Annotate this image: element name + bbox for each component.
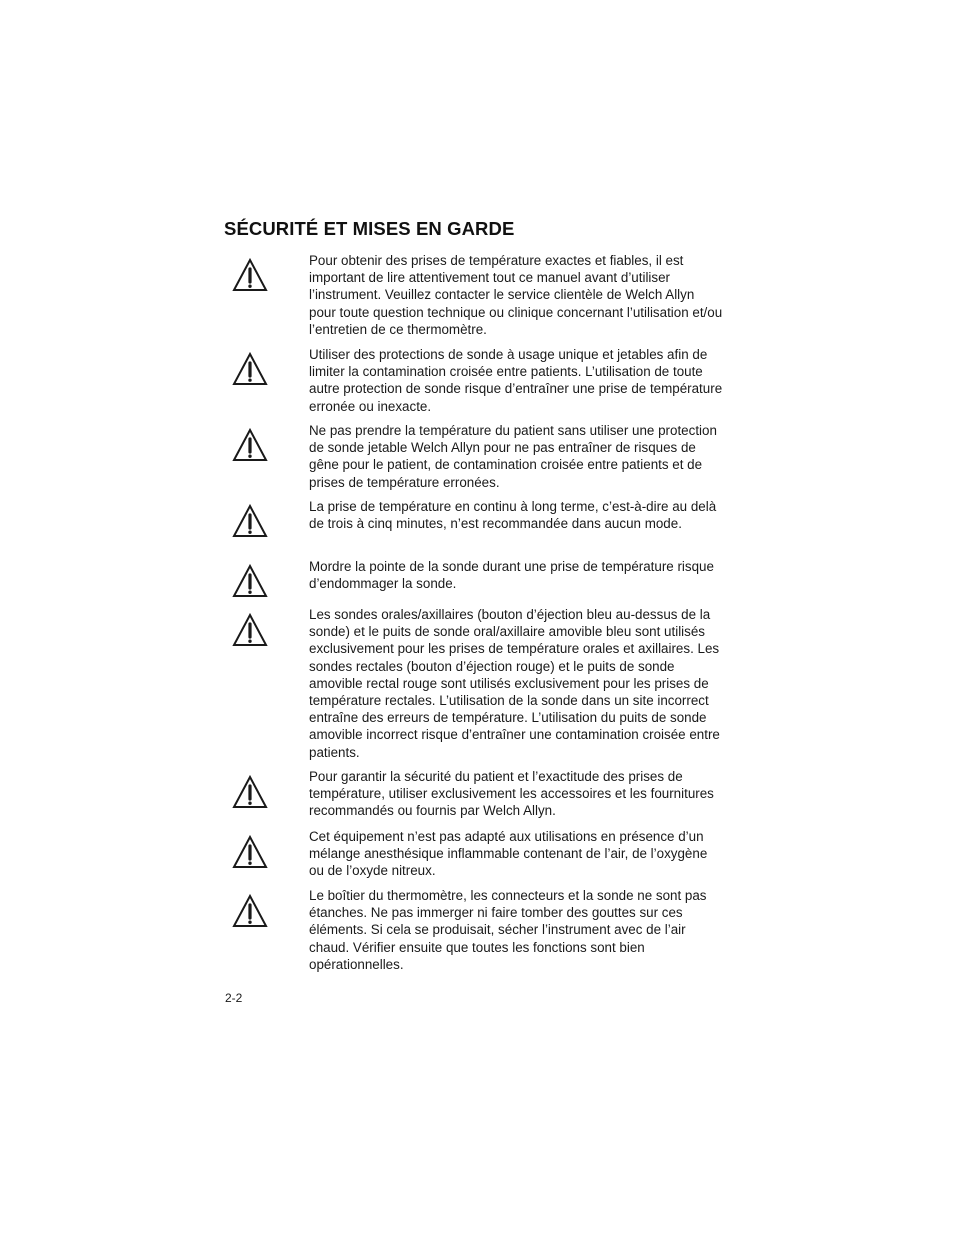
warning-text: Mordre la pointe de la sonde durant une prise de température risque d’endommager la sonde. bbox=[309, 559, 714, 592]
warning-triangle-icon bbox=[232, 835, 268, 869]
warning-triangle-icon bbox=[232, 428, 268, 462]
warning-text: Utiliser des protections de sonde à usage unique et jetables afin de limiter la contamination croisée entre patients. L’utilisation de toute autre protection de sonde risque d’entraîner une prise de température erronée ou inexacte. bbox=[309, 347, 723, 414]
warning-triangle-icon bbox=[232, 258, 268, 292]
page-number: 2-2 bbox=[225, 991, 243, 1005]
warning-triangle-icon bbox=[232, 352, 268, 386]
warning-text: Le boîtier du thermomètre, les connecteurs et la sonde ne sont pas étanches. Ne pas immerger ni faire tomber des gouttes sur ces éléments. Si cela se produisait, sécher l’instrument avec de l’air chaud. Vérifier ensuite que toutes les fonctions sont bien opérationnelles. bbox=[309, 888, 707, 972]
warning-text: Ne pas prendre la température du patient sans utiliser une protection de sonde jetable Welch Allyn pour ne pas entraîner de risques de gêne pour le patient, de contamination croisée entre patients et de prises de température erronées. bbox=[309, 423, 717, 490]
warning-text: Cet équipement n’est pas adapté aux utilisations en présence d’un mélange anesthésique inflammable contenant de l’air, de l’oxygène ou de l’oxyde nitreux. bbox=[309, 829, 708, 879]
warning-text: La prise de température en continu à long terme, c’est-à-dire au delà de trois à cinq minutes, n’est recommandée dans aucun mode. bbox=[309, 499, 717, 532]
warning-text: Les sondes orales/axillaires (bouton d’éjection bleu au-dessus de la sonde) et le puits de sonde oral/axillaire amovible bleu sont utilisés exclusivement pour les prises de température orales et axillaires. Les sondes rectales (bouton d’éjection rouge) et le puits de sonde amovible rectal rouge sont utilisés exclusivement pour les prises de température rectales. L’utilisation de la sonde dans un site incorrect entraîne des erreurs de température. L’utilisation du puits de sonde amovible incorrect risque d’entraîner une contamination croisée entre patients. bbox=[309, 607, 720, 760]
warning-triangle-icon bbox=[232, 564, 268, 598]
warning-text: Pour garantir la sécurité du patient et l’exactitude des prises de température, utiliser exclusivement les accessoires et les fournitures recommandés ou fournis par Welch Allyn. bbox=[309, 769, 714, 819]
warning-triangle-icon bbox=[232, 504, 268, 538]
warning-triangle-icon bbox=[232, 775, 268, 809]
warning-triangle-icon bbox=[232, 613, 268, 647]
page-title: SÉCURITÉ ET MISES EN GARDE bbox=[224, 218, 515, 239]
warning-triangle-icon bbox=[232, 894, 268, 928]
warning-text: Pour obtenir des prises de température exactes et fiables, il est important de lire attentivement tout ce manuel avant d’utiliser l’instrument. Veuillez contacter le service clientèle de Welch Allyn pour toute question technique ou clinique concernant l’utilisation et/ou l’entretien de ce thermomètre. bbox=[309, 253, 723, 337]
